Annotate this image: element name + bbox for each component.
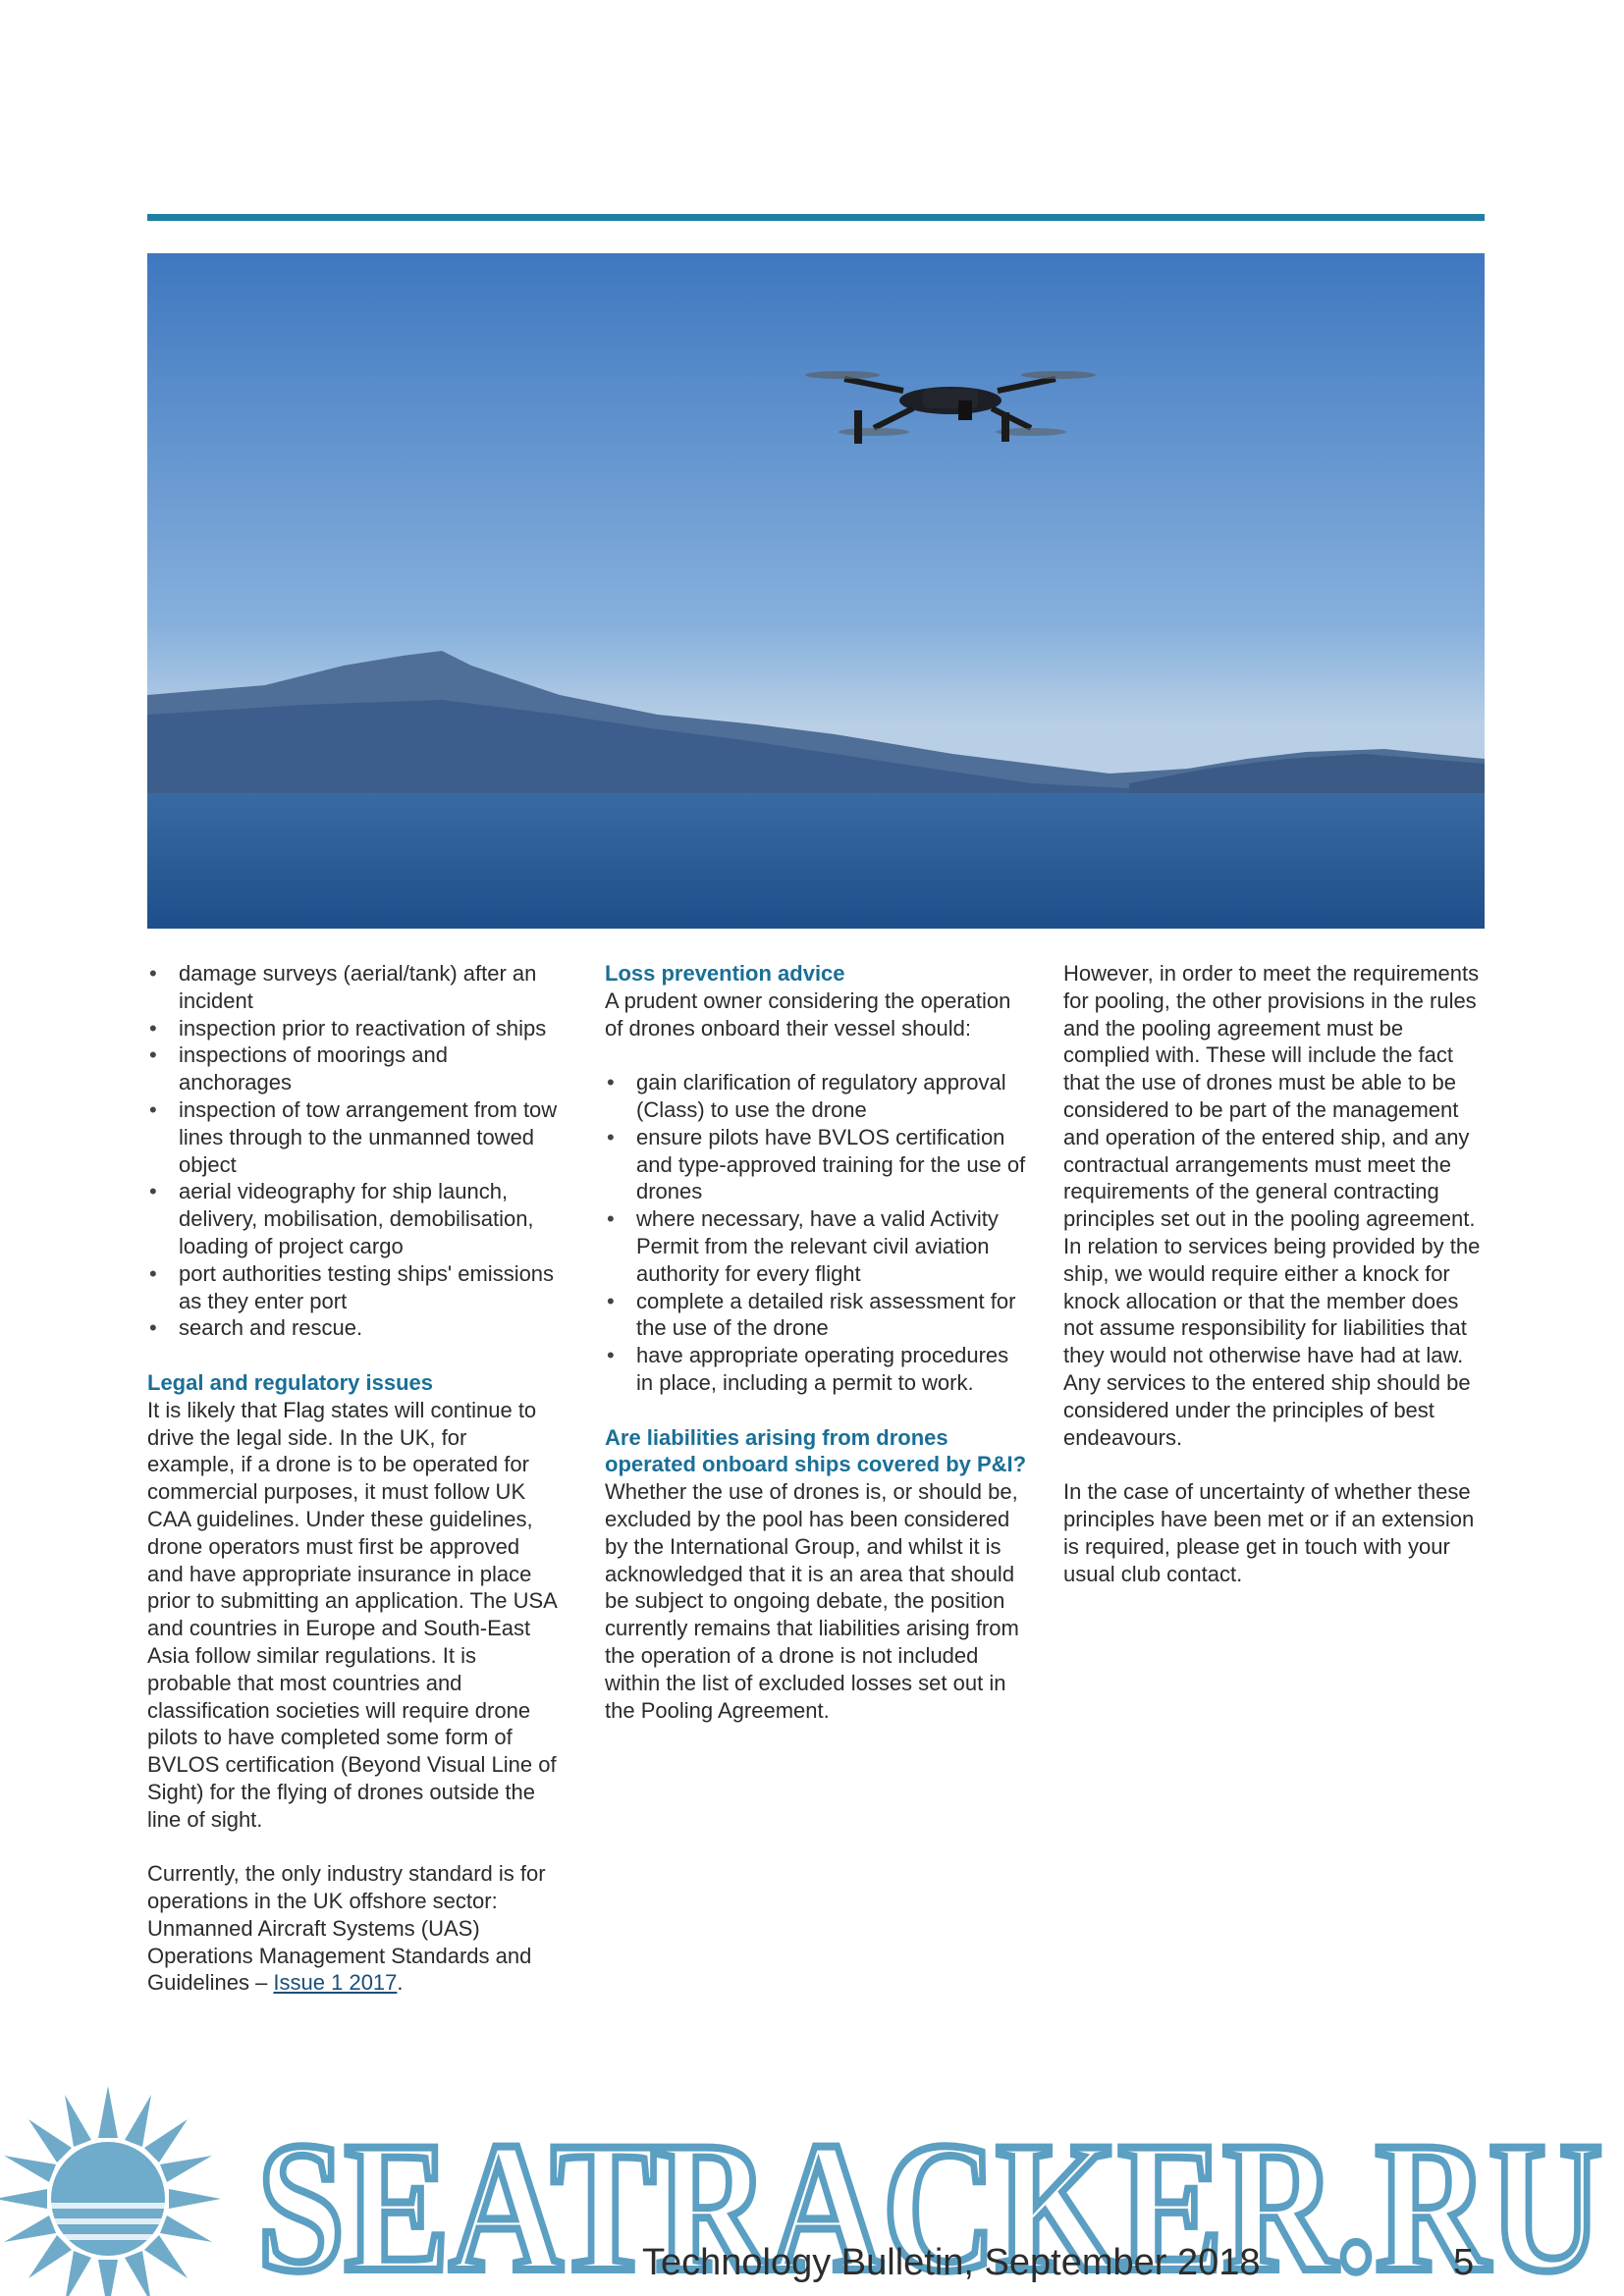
list-item: • complete a detailed risk assessment for the use of the drone: [605, 1288, 1027, 1343]
loss-prevention-intro: A prudent owner considering the operation of drones onboard their vessel should:: [605, 988, 1011, 1041]
column-1: [147, 960, 560, 1997]
drone-uses-list: [147, 960, 560, 1342]
top-rule: [147, 214, 1485, 221]
column-2: [605, 960, 1027, 1724]
legal-heading: Legal and regulatory issues: [147, 1369, 433, 1395]
contact-paragraph: In the case of uncertainty of whether these principles have been met or if an extension is required, please get in touch with your usual club contact.: [1063, 1479, 1475, 1586]
list-item: • where necessary, have a valid Activity Permit from the relevant civil aviation authority for every flight: [605, 1205, 1027, 1287]
list-item: • inspection prior to reactivation of ships: [147, 1015, 560, 1042]
legal-paragraph: It is likely that Flag states will continue to drive the legal side. In the UK, for example, if a drone is to be operated for commercial purposes, it must follow UK CAA guidelines. Under these guidelines, drone operators must first be approved and have appropriate insurance in place prior to submitting an application. The USA and countries in Europe and South-East Asia follow similar regulations. It is probable that most countries and classification societies will require drone pilots to have completed some form of BVLOS certification (Beyond Visual Line of Sight) for the flying of drones outside the line of sight.: [147, 1397, 557, 1832]
loss-prevention-heading: Loss prevention advice: [605, 961, 845, 986]
liabilities-heading: Are liabilities arising from drones operated onboard ships covered by P&I?: [605, 1424, 1027, 1477]
issue-link[interactable]: Issue 1 2017: [273, 1970, 398, 1996]
standard-text: Currently, the only industry standard is for operations in the UK offshore sector: Unmanned Aircraft Systems (UAS) Operations Management Standards and Guidelines –: [147, 1861, 546, 1996]
list-item: • have appropriate operating procedures in place, including a permit to work.: [605, 1342, 1027, 1397]
list-item: • aerial videography for ship launch, delivery, mobilisation, demobilisation, loading of project cargo: [147, 1178, 560, 1259]
liabilities-paragraph: Whether the use of drones is, or should be, excluded by the pool has been considered by the International Group, and whilst it is acknowledged that it is an area that should be subject to ongoing debate, the position currently remains that liabilities arising from the operation of a drone is not included within the list of excluded losses set out in the Pooling Agreement.: [605, 1479, 1019, 1723]
sun-logo-icon: [0, 2086, 221, 2296]
drone-over-sea-image: [147, 253, 1485, 929]
list-item: • inspections of moorings and anchorages: [147, 1041, 560, 1096]
standard-paragraph: [147, 1860, 560, 1997]
list-item: • damage surveys (aerial/tank) after an incident: [147, 960, 560, 1015]
list-item: • port authorities testing ships' emissions as they enter port: [147, 1260, 560, 1315]
footer-title: Technology Bulletin, September 2018: [642, 2242, 1261, 2283]
loss-prevention-list: [605, 1069, 1027, 1397]
list-item: • gain clarification of regulatory approval (Class) to use the drone: [605, 1069, 1027, 1124]
list-item: • inspection of tow arrangement from tow lines through to the unmanned towed object: [147, 1096, 560, 1178]
watermark-text: SEATRACKER.RU: [257, 2105, 1602, 2296]
page-number: 5: [1453, 2242, 1475, 2283]
drone-photo: [147, 253, 1485, 929]
list-item: • ensure pilots have BVLOS certification and type-approved training for the use of drones: [605, 1124, 1027, 1205]
pooling-paragraph: However, in order to meet the requirements for pooling, the other provisions in the rules and the pooling agreement must be complied with. These will include the fact that the use of drones must be able to be considered to be part of the management and operation of the entered ship, and any contractual arrangements must meet the requirements of the general contracting principles set out in the pooling agreement. In relation to services being provided by the ship, we would require either a knock for knock allocation or that the member does not assume responsibility for liabilities that they would not otherwise have had at law. Any services to the entered ship should be considered under the principles of best endeavours.: [1063, 961, 1481, 1450]
column-3: [1063, 960, 1486, 1587]
list-item: • search and rescue.: [147, 1314, 560, 1342]
standard-end: .: [397, 1970, 404, 1996]
